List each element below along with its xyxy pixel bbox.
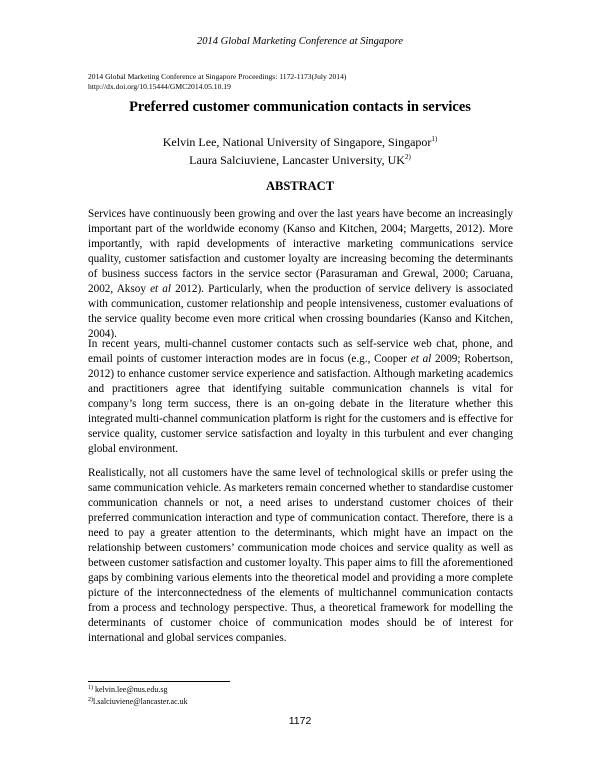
author-list: [0, 133, 600, 169]
paragraph-text: 2012). Particularly, when the production of service delivery is associated with communication, customer relationship and people intensiveness, customer evaluations of the service quality become even more critical when crossing boundaries (Kanso and Kitchen, 2004).: [88, 283, 513, 340]
latin-phrase: et al: [150, 283, 171, 295]
proceedings-line: 2014 Global Marketing Conference at Singapore Proceedings: 1172-1173(July 2014): [88, 72, 347, 81]
latin-phrase: et al: [410, 353, 432, 365]
page-number: 1172: [288, 715, 312, 727]
author-name: Kelvin Lee: [162, 135, 217, 149]
author-name: Laura Salciuviene: [189, 153, 277, 167]
proceedings-citation: [88, 72, 508, 92]
email-link[interactable]: l.salciuviene@lancaster.ac.uk: [93, 697, 188, 706]
abstract-heading: ABSTRACT: [265, 179, 335, 193]
paragraph-text: In recent years, multi-channel customer contacts such as self-service web chat, phone, and email points of customer interaction modes are in focus (e.g., Cooper: [88, 338, 513, 365]
author-affiliation: , National University of Singapore, Singapor: [216, 135, 432, 149]
abstract-paragraph: Realistically, not all customers have the same level of technological skills or prefer using the same communication vehicle. As marketers remain concerned whether to standardise customer communication channels or not, a need arises to understand customer choices of their preferred communication interaction and type of communication contact. Therefore, there is a need to pay a greater attention to the determinants, which might have an impact on the relationship between customers’ communication mode choices and service quality as well as between customer satisfaction and customer loyalty. This paper aims to fill the aforementioned gaps by combining various elements into the theoretical model and providing a more complete picture of the interconnectedness of the elements of multichannel communication contacts from a process and technology perspective. Thus, a theoretical framework for modelling the determinants of customer choice of communication modes should be of interest for international and global services companies.: [88, 467, 513, 644]
running-head: 2014 Global Marketing Conference at Singapore: [197, 36, 403, 47]
footnote-marker: 2): [88, 697, 93, 703]
abstract-paragraph: [88, 337, 513, 457]
author-affiliation: , Lancaster University, UK: [276, 153, 405, 167]
paragraph-text: 2009; Robertson, 2012) to enhance customer service experience and satisfaction. Although marketing academics and practitioners agree that identifying suitable communication channels is vital for company’s long term success, there is an on-going debate in the literature whether this integrated multi-channel communication platform is right for the customers and is effective for service quality, customer service satisfaction and loyalty in this turbulent and ever changing global environment.: [88, 353, 514, 455]
author-line: [0, 133, 600, 151]
footnote: [88, 685, 167, 694]
paper-title: Preferred customer communication contacts in services: [129, 99, 471, 115]
footnote-marker: 1): [88, 685, 93, 691]
email-link[interactable]: kelvin.lee@nus.edu.sg: [93, 685, 168, 694]
doi-link[interactable]: http://dx.doi.org/10.15444/GMC2014.05.10.19: [88, 82, 231, 91]
footnote-marker: 2): [404, 153, 411, 161]
footnote: [88, 697, 188, 706]
paragraph-text: Services have continuously been growing and over the last years have become an increasingly important part of the worldwide economy (Kanso and Kitchen, 2004; Margetts, 2012). More importantly, with rapid developments of interactive marketing communications service quality, customer satisfaction and customer loyalty are increasing becoming the determinants of business success factors in the service sector (Parasuraman and Grewal, 2000; Caruana, 2002, Aksoy: [88, 208, 513, 295]
author-line: [0, 151, 600, 169]
footnote-marker: 1): [431, 135, 438, 143]
footnote-divider: [88, 681, 230, 682]
abstract-paragraph: [88, 207, 513, 342]
